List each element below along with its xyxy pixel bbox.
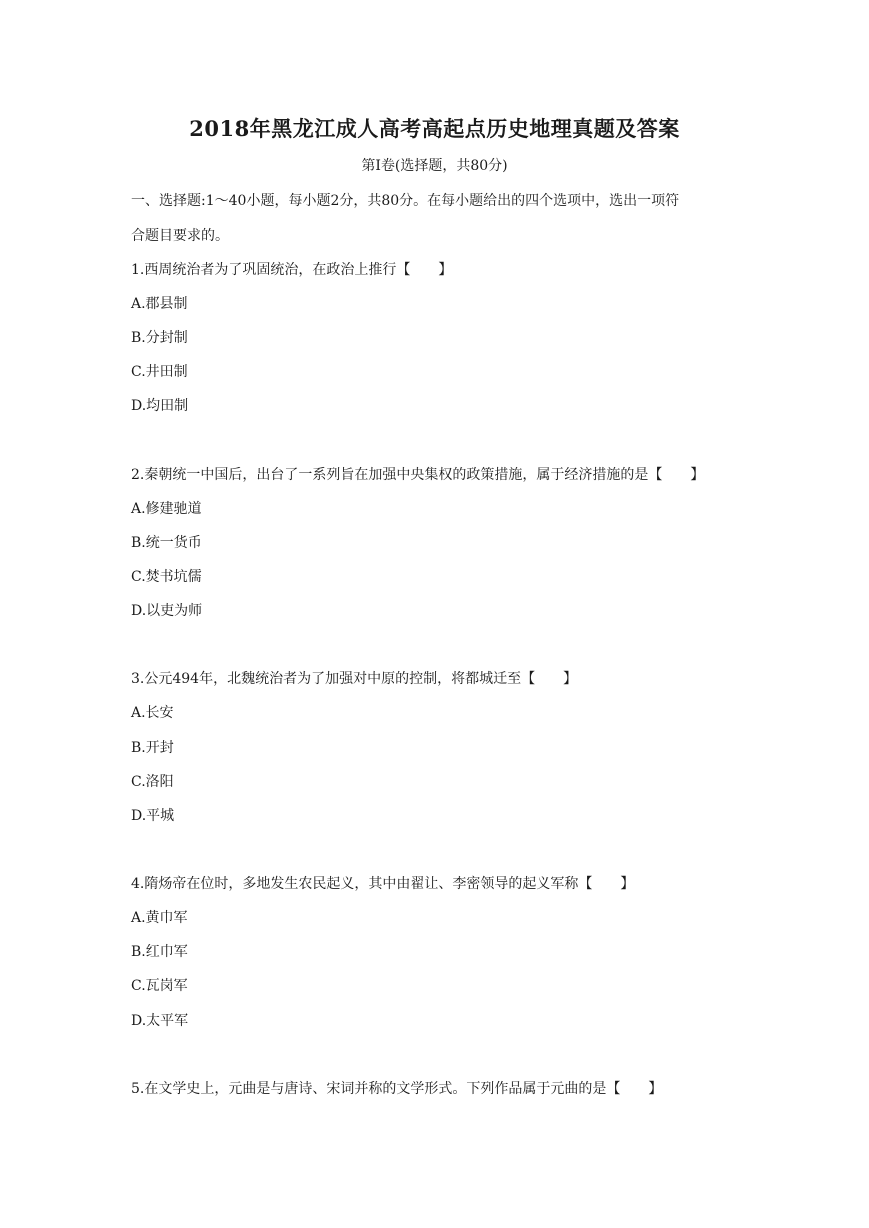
question-1-option-d: D.均田制: [131, 398, 189, 414]
section-subtitle: 第Ⅰ卷(选择题，共80分): [361, 158, 508, 174]
question-2-option-b: B.统一货币: [131, 535, 202, 551]
question-5-stem: 5.在文学史上，元曲是与唐诗、宋词并称的文学形式。下列作品属于元曲的是【 】: [131, 1081, 663, 1097]
question-3-stem: 3.公元494年，北魏统治者为了加强对中原的控制，将都城迁至【 】: [131, 671, 578, 687]
question-2-option-a: A.修建驰道: [131, 501, 202, 517]
question-2-option-c: C.焚书坑儒: [131, 569, 202, 585]
question-3-option-c: C.洛阳: [131, 774, 174, 790]
question-2-stem: 2.秦朝统一中国后，出台了一系列旨在加强中央集权的政策措施，属于经济措施的是【 】: [131, 467, 705, 483]
question-3-option-a: A.长安: [131, 705, 174, 721]
question-1-option-c: C.井田制: [131, 364, 188, 380]
question-3-option-d: D.平城: [131, 808, 175, 824]
question-2-option-d: D.以吏为师: [131, 603, 203, 619]
question-4-stem: 4.隋炀帝在位时，多地发生农民起义，其中由翟让、李密领导的起义军称【 】: [131, 876, 635, 892]
instructions-line-1: 一、选择题:1～40小题，每小题2分，共80分。在每小题给出的四个选项中，选出一项符: [131, 193, 680, 209]
question-4-option-d: D.太平军: [131, 1013, 189, 1029]
question-4-option-c: C.瓦岗军: [131, 978, 188, 994]
question-1-option-b: B.分封制: [131, 330, 188, 346]
question-1-option-a: A.郡县制: [131, 296, 188, 312]
question-4-option-b: B.红巾军: [131, 944, 188, 960]
document-title: 2018年黑龙江成人高考高起点历史地理真题及答案: [189, 116, 680, 141]
question-3-option-b: B.开封: [131, 740, 174, 756]
instructions-line-2: 合题目要求的。: [131, 228, 229, 244]
question-4-option-a: A.黄巾军: [131, 910, 188, 926]
question-1-stem: 1.西周统治者为了巩固统治，在政治上推行【 】: [131, 262, 453, 278]
